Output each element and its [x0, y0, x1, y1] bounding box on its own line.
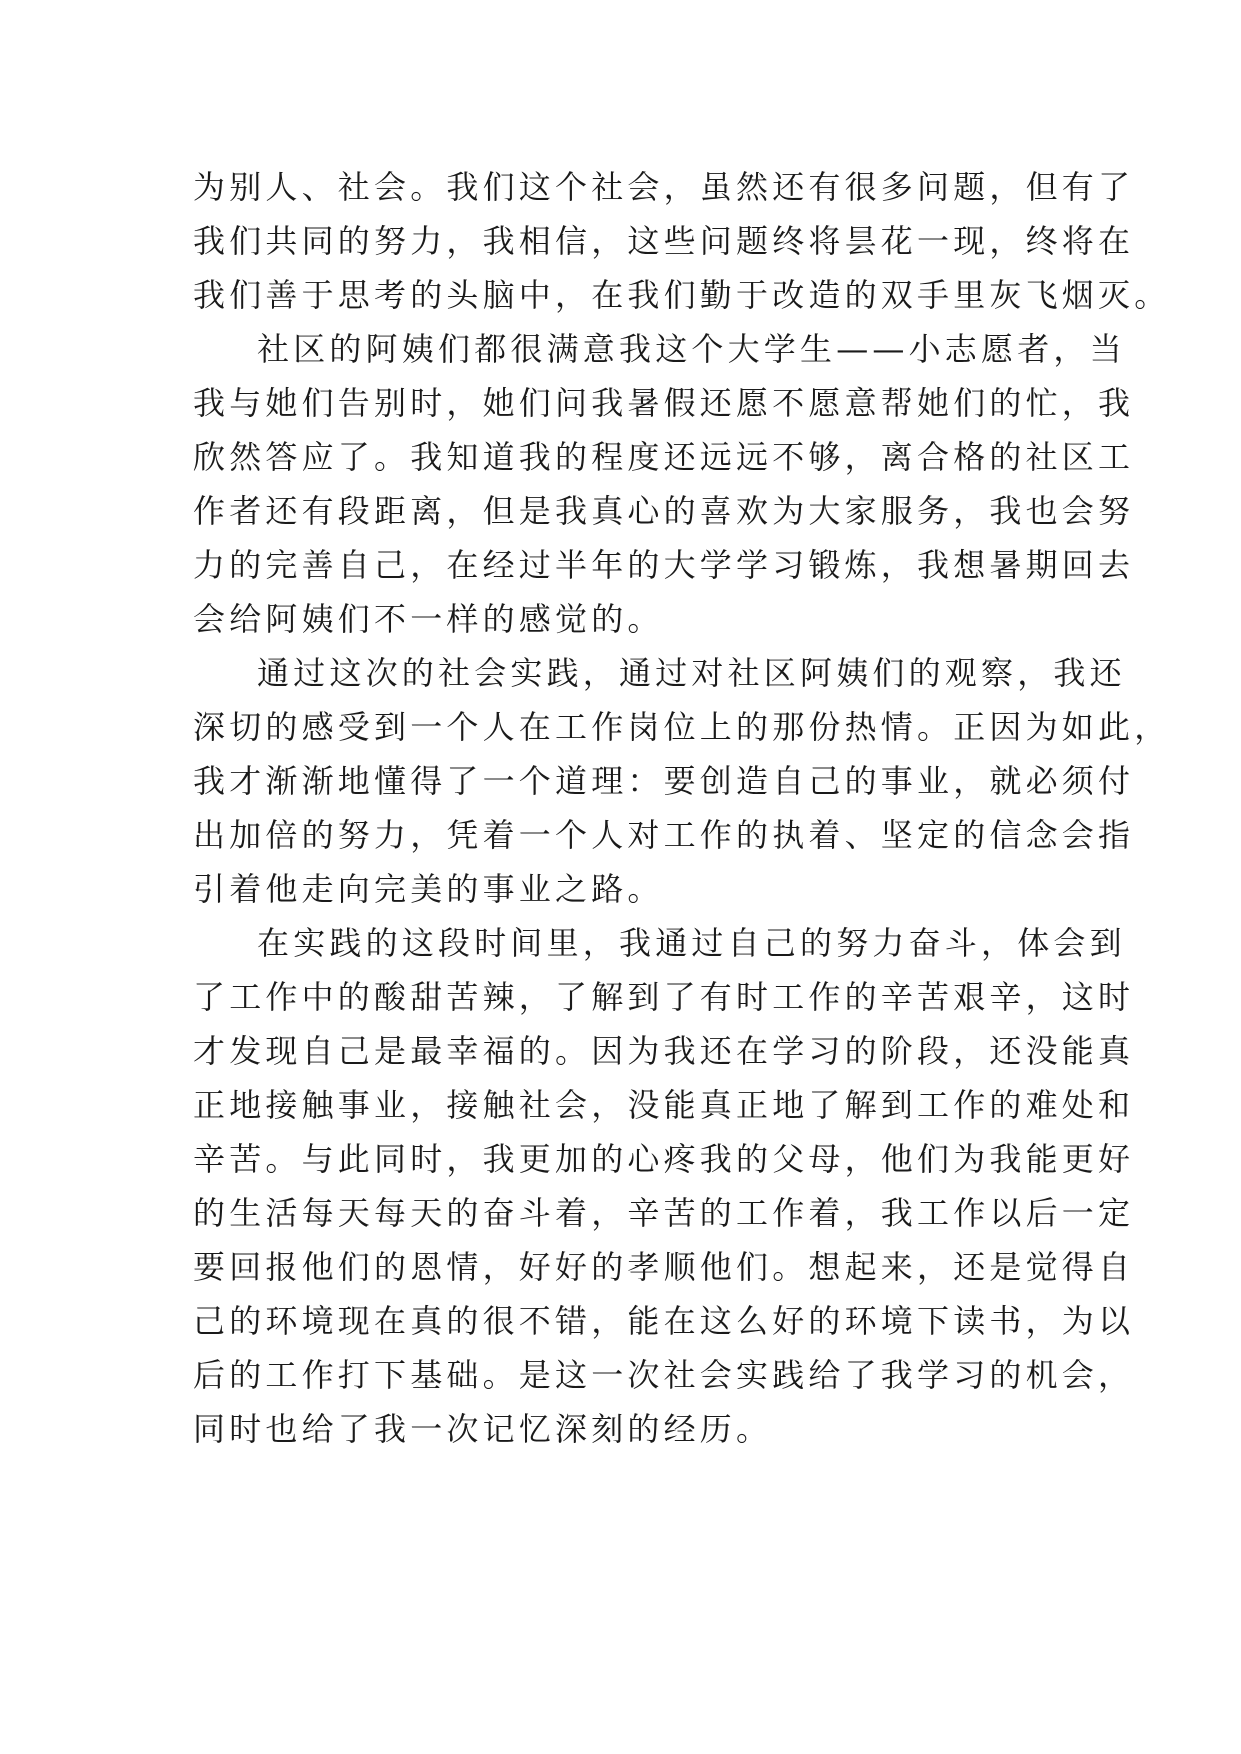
- paragraph-first-line: 通过这次的社会实践，通过对社区阿姨们的观察，我还: [257, 654, 1126, 692]
- paragraph-first-line: 社区的阿姨们都很满意我这个大学生——小志愿者，当: [257, 330, 1126, 368]
- paragraph-first-line: 在实践的这段时间里，我通过自己的努力奋斗，体会到: [257, 924, 1126, 962]
- text-line: 要回报他们的恩情，好好的孝顺他们。想起来，还是觉得自: [193, 1248, 1135, 1286]
- text-line: 的生活每天每天的奋斗着，辛苦的工作着，我工作以后一定: [193, 1194, 1135, 1232]
- text-line: 我才渐渐地懂得了一个道理：要创造自己的事业，就必须付: [193, 762, 1135, 800]
- body-text: [193, 160, 1171, 1456]
- text-line: 同时也给了我一次记忆深刻的经历。: [193, 1410, 773, 1448]
- text-line: 才发现自己是最幸福的。因为我还在学习的阶段，还没能真: [193, 1032, 1135, 1070]
- text-line: 深切的感受到一个人在工作岗位上的那份热情。正因为如此，: [193, 708, 1171, 746]
- text-line: 我与她们告别时，她们问我暑假还愿不愿意帮她们的忙，我: [193, 384, 1135, 422]
- text-line: 我们善于思考的头脑中，在我们勤于改造的双手里灰飞烟灭。: [193, 276, 1171, 314]
- text-line: 后的工作打下基础。是这一次社会实践给了我学习的机会，: [193, 1356, 1135, 1394]
- text-line: 我们共同的努力，我相信，这些问题终将昙花一现，终将在: [193, 222, 1135, 260]
- text-line: 引着他走向完美的事业之路。: [193, 870, 664, 908]
- text-line: 为别人、社会。我们这个社会，虽然还有很多问题，但有了: [193, 168, 1135, 206]
- text-line: 出加倍的努力，凭着一个人对工作的执着、坚定的信念会指: [193, 816, 1135, 854]
- text-line: 己的环境现在真的很不错，能在这么好的环境下读书，为以: [193, 1302, 1135, 1340]
- text-line: 了工作中的酸甜苦辣，了解到了有时工作的辛苦艰辛，这时: [193, 978, 1135, 1016]
- text-line: 力的完善自己，在经过半年的大学学习锻炼，我想暑期回去: [193, 546, 1135, 584]
- text-line: 欣然答应了。我知道我的程度还远远不够，离合格的社区工: [193, 438, 1135, 476]
- text-line: 会给阿姨们不一样的感觉的。: [193, 600, 664, 638]
- text-line: 辛苦。与此同时，我更加的心疼我的父母，他们为我能更好: [193, 1140, 1135, 1178]
- text-line: 作者还有段距离，但是我真心的喜欢为大家服务，我也会努: [193, 492, 1135, 530]
- text-line: 正地接触事业，接触社会，没能真正地了解到工作的难处和: [193, 1086, 1135, 1124]
